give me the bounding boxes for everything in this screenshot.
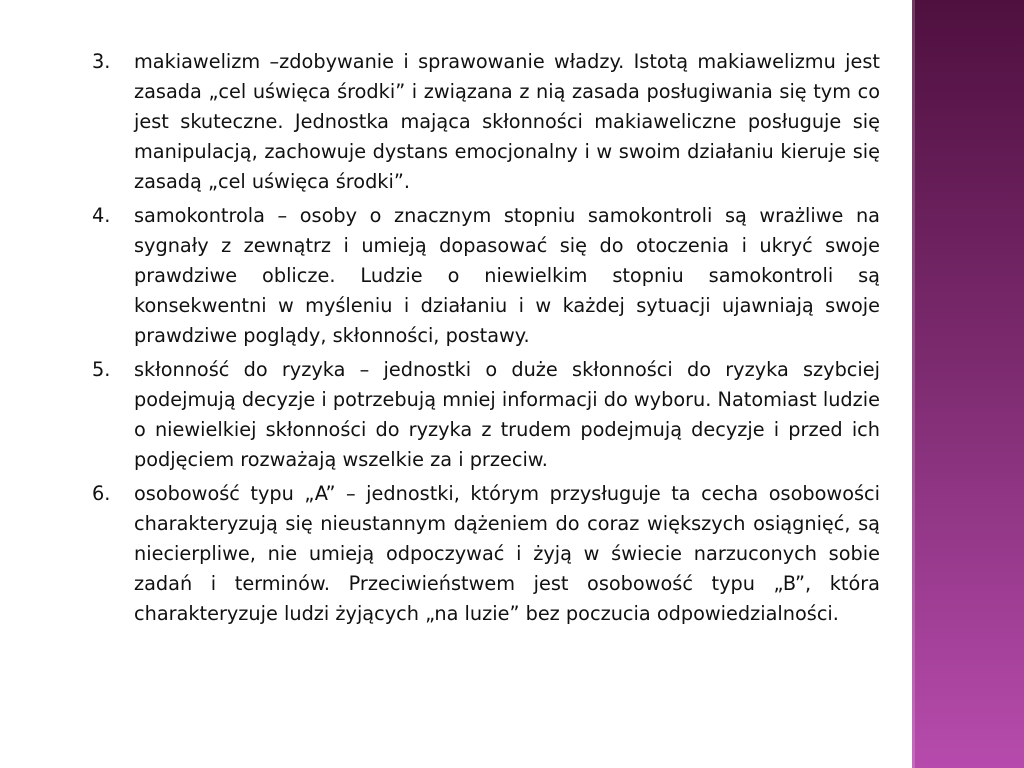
list-text: skłonność do ryzyka – jednostki o duże skłonności do ryzyka szybciej podejmują decyzje i potrzebują mniej informacji do wyboru. Natomiast ludzie o niewielkiej skłonności do ryzyka z trudem podejmują decyzje i przed ich podjęciem rozważają wszelkie za i przeciw.	[134, 358, 880, 471]
list-text: osobowość typu „A” – jednostki, którym przysługuje ta cecha osobowości charakteryzują się nieustannym dążeniem do coraz większych osiągnięć, są niecierpliwe, nie umieją odpoczywać i żyją w świecie narzuconych sobie zadań i terminów. Przeciwieństwem jest osobowość typu „B”, która charakteryzuje ludzi żyjących „na luzie” bez poczucia odpowiedzialności.	[134, 482, 880, 625]
list-item-3	[92, 47, 880, 197]
slide-content	[92, 47, 880, 759]
list-item-4	[92, 201, 880, 351]
list-item-6	[92, 479, 880, 629]
list-number: 3.	[92, 50, 111, 73]
list-number: 6.	[92, 482, 111, 505]
list-number: 5.	[92, 358, 111, 381]
list-item-5	[92, 355, 880, 475]
list-text: makiawelizm –zdobywanie i sprawowanie władzy. Istotą makiawelizmu jest zasada „cel uświęca środki” i związana z nią zasada posługiwania się tym co jest skuteczne. Jednostka mająca skłonności makiaweliczne posługuje się manipulacją, zachowuje dystans emocjonalny i w swoim działaniu kieruje się zasadą „cel uświęca środki”.	[134, 50, 880, 193]
list-text: samokontrola – osoby o znacznym stopniu samokontroli są wrażliwe na sygnały z zewnątrz i umieją dopasować się do otoczenia i ukryć swoje prawdziwe oblicze. Ludzie o niewielkim stopniu samokontroli są konsekwentni w myśleniu i działaniu i w każdej sytuacji ujawniają swoje prawdziwe poglądy, skłonności, postawy.	[134, 204, 880, 347]
side-band-edge	[912, 0, 915, 768]
numbered-list	[92, 47, 880, 629]
list-number: 4.	[92, 204, 111, 227]
decorative-side-band	[912, 0, 1024, 768]
